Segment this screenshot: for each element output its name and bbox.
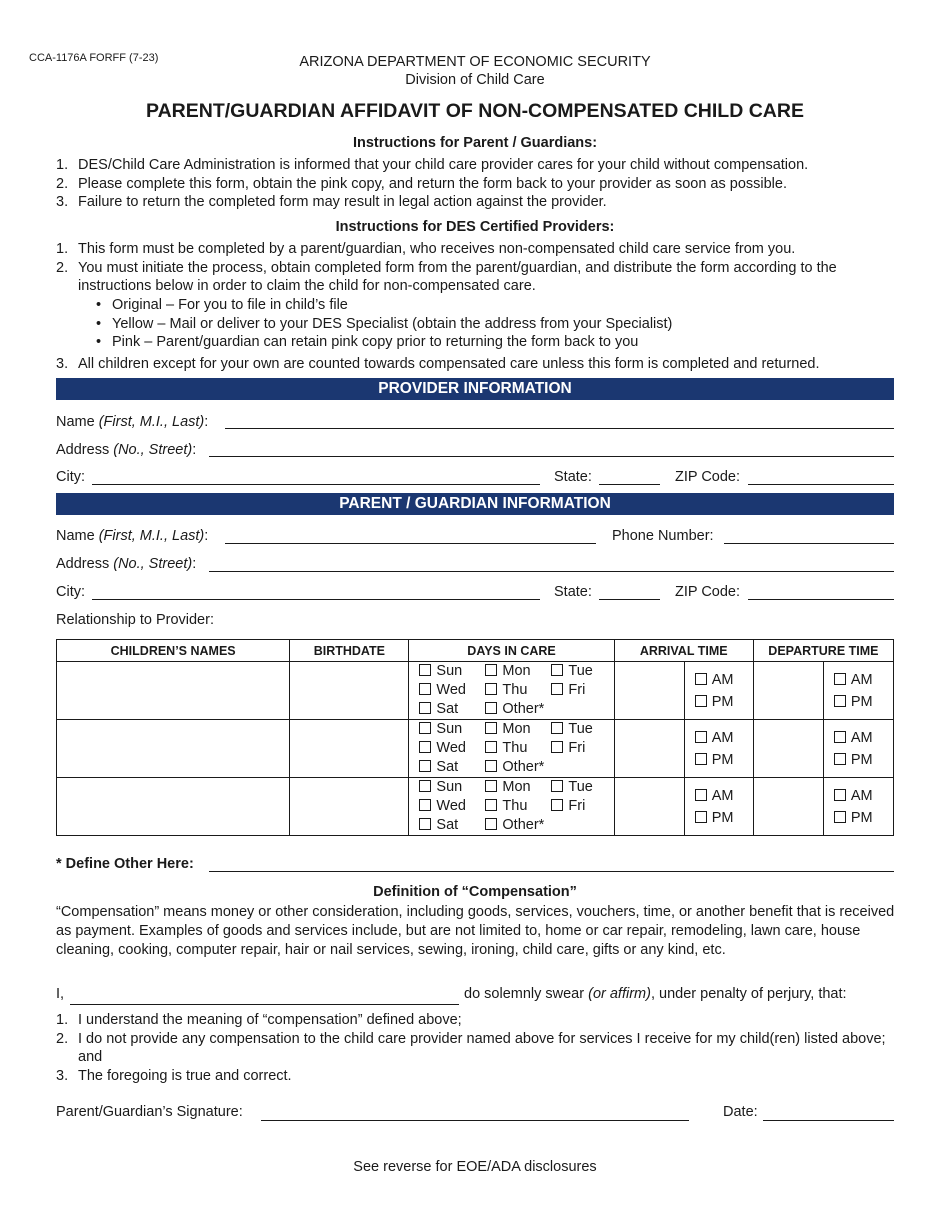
checkbox[interactable] <box>419 683 431 695</box>
checkbox[interactable] <box>551 741 563 753</box>
days-in-care-cell <box>409 662 614 720</box>
provider-city-label: City: <box>56 469 85 485</box>
checkbox[interactable] <box>551 722 563 734</box>
list-item: • Yellow – Mail or deliver to your DES Specialist (obtain the address from your Specialist) <box>96 315 672 334</box>
date-field[interactable] <box>763 1120 894 1121</box>
provider-address-field[interactable] <box>209 456 894 457</box>
agency-name: ARIZONA DEPARTMENT OF ECONOMIC SECURITY <box>299 54 651 70</box>
checkbox[interactable] <box>485 664 497 676</box>
form-number: CCA-1176A FORFF (7-23) <box>29 52 159 64</box>
checkbox[interactable] <box>485 683 497 695</box>
col-header-arrival-time: ARRIVAL TIME <box>614 640 753 662</box>
parent-information-band: PARENT / GUARDIAN INFORMATION <box>56 493 894 515</box>
day-option[interactable]: Wed <box>419 739 485 758</box>
day-option[interactable]: Other* <box>485 700 551 719</box>
checkbox[interactable] <box>419 664 431 676</box>
arrival-ampm-cell <box>684 720 753 778</box>
division-name: Division of Child Care <box>405 72 545 88</box>
list-item: 1. This form must be completed by a parent/guardian, who receives non-compensated child care service from you. <box>56 241 796 257</box>
birthdate-cell[interactable] <box>290 720 409 778</box>
list-item: 3. The foregoing is true and correct. <box>56 1067 292 1084</box>
day-option[interactable]: Thu <box>485 739 551 758</box>
checkbox[interactable] <box>695 753 707 765</box>
day-option[interactable]: Other* <box>485 816 551 835</box>
provider-zip-field[interactable] <box>748 484 894 485</box>
arrival-ampm-cell <box>684 778 753 836</box>
child-name-cell[interactable] <box>57 720 290 778</box>
provider-state-field[interactable] <box>599 484 660 485</box>
signature-label: Parent/Guardian’s Signature: <box>56 1104 243 1120</box>
checkbox[interactable] <box>485 799 497 811</box>
day-option[interactable]: Mon <box>485 778 551 797</box>
list-item: • Pink – Parent/guardian can retain pink copy prior to returning the form back to you <box>96 333 672 352</box>
agency-header <box>0 53 950 89</box>
departure-ampm-cell <box>823 720 893 778</box>
list-item: • Original – For you to file in child’s file <box>96 296 672 315</box>
checkbox[interactable] <box>485 780 497 792</box>
checkbox[interactable] <box>485 702 497 714</box>
departure-time-cell[interactable] <box>753 778 823 836</box>
checkbox[interactable] <box>485 741 497 753</box>
days-in-care-cell <box>409 778 614 836</box>
list-item: 1. DES/Child Care Administration is informed that your child care provider cares for your child without compensation. <box>56 157 809 173</box>
list-item: 3. Failure to return the completed form may result in legal action against the provider. <box>56 194 607 211</box>
parent-address-label: Address (No., Street): <box>56 556 197 572</box>
checkbox[interactable] <box>695 673 707 685</box>
provider-instructions-heading: Instructions for DES Certified Providers: <box>335 219 615 235</box>
departure-am-option[interactable]: AM <box>834 727 893 749</box>
footer-note: See reverse for EOE/ADA disclosures <box>353 1159 597 1175</box>
parent-city-label: City: <box>56 584 85 600</box>
provider-information-band: PROVIDER INFORMATION <box>56 378 894 400</box>
provider-name-label: Name (First, M.I., Last): <box>56 414 209 430</box>
provider-zip-label: ZIP Code: <box>675 469 741 485</box>
day-option[interactable]: Sun <box>419 662 485 681</box>
checkbox[interactable] <box>695 789 707 801</box>
children-care-table <box>56 639 894 836</box>
phone-number-label: Phone Number: <box>612 528 714 544</box>
arrival-ampm-cell <box>684 662 753 720</box>
checkbox[interactable] <box>695 731 707 743</box>
day-option[interactable]: Mon <box>485 662 551 681</box>
col-header-days-in-care: DAYS IN CARE <box>409 640 614 662</box>
day-option[interactable]: Sat <box>419 700 485 719</box>
list-item: 2. Please complete this form, obtain the pink copy, and return the form back to your provider as soon as possible. <box>56 175 787 192</box>
define-other-field[interactable] <box>209 871 894 872</box>
affiant-name-field[interactable] <box>70 1004 459 1005</box>
departure-ampm-cell <box>823 778 893 836</box>
checkbox[interactable] <box>419 818 431 830</box>
departure-pm-option[interactable]: PM <box>834 749 893 771</box>
list-item: 1. I understand the meaning of “compensation” defined above; <box>56 1012 462 1028</box>
arrival-pm-option[interactable]: PM <box>695 749 753 771</box>
table-row <box>57 662 894 720</box>
arrival-pm-option[interactable]: PM <box>695 691 753 713</box>
compensation-heading: Definition of “Compensation” <box>373 884 577 900</box>
checkbox[interactable] <box>834 695 846 707</box>
departure-time-cell[interactable] <box>753 720 823 778</box>
oath-list <box>56 1011 896 1085</box>
checkbox[interactable] <box>834 811 846 823</box>
day-option[interactable]: Tue <box>551 662 611 681</box>
day-option[interactable]: Tue <box>551 778 611 797</box>
days-in-care-cell <box>409 720 614 778</box>
departure-pm-option[interactable]: PM <box>834 691 893 713</box>
parent-state-label: State: <box>554 584 592 600</box>
child-name-cell[interactable] <box>57 778 290 836</box>
phone-number-field[interactable] <box>724 543 894 544</box>
parent-name-field[interactable] <box>225 543 596 544</box>
form-title: PARENT/GUARDIAN AFFIDAVIT OF NON-COMPENSATED CHILD CARE <box>146 100 804 122</box>
day-option[interactable]: Sun <box>419 720 485 739</box>
day-option[interactable]: Wed <box>419 681 485 700</box>
day-option[interactable]: Other* <box>485 758 551 777</box>
checkbox[interactable] <box>834 673 846 685</box>
copy-distribution-list <box>96 296 672 352</box>
checkbox[interactable] <box>695 811 707 823</box>
checkbox[interactable] <box>834 731 846 743</box>
compensation-definition: “Compensation” means money or other consideration, including goods, services, vouchers, time, or another benefit that is received as payment. Examples of goods and services include, but are not limited to, home or car repair, remodeling, lawn care, house cleaning, cooking, computer repair, hair or nail services, sewing, ironing, child care, gifts or any kind, etc. <box>56 904 895 958</box>
departure-time-cell[interactable] <box>753 662 823 720</box>
provider-name-field[interactable] <box>225 428 894 429</box>
table-row <box>57 778 894 836</box>
col-header-departure-time: DEPARTURE TIME <box>753 640 893 662</box>
day-option[interactable]: Thu <box>485 681 551 700</box>
date-label: Date: <box>723 1104 758 1120</box>
checkbox[interactable] <box>419 702 431 714</box>
parent-name-label: Name (First, M.I., Last): <box>56 528 209 544</box>
checkbox[interactable] <box>419 780 431 792</box>
child-name-cell[interactable] <box>57 662 290 720</box>
list-item: 2. You must initiate the process, obtain completed form from the parent/guardian, and distribute the form according to the instructions below in order to claim the child for non-compensated care. <box>56 259 837 295</box>
arrival-am-option[interactable]: AM <box>695 785 753 807</box>
oath-statement: do solemnly swear (or affirm), under penalty of perjury, that: <box>464 986 847 1002</box>
arrival-am-option[interactable]: AM <box>695 669 753 691</box>
checkbox[interactable] <box>551 683 563 695</box>
provider-instructions-list <box>56 240 896 296</box>
day-option[interactable]: Sat <box>419 816 485 835</box>
provider-address-label: Address (No., Street): <box>56 442 197 458</box>
checkbox[interactable] <box>419 799 431 811</box>
oath-i-label: I, <box>56 986 65 1002</box>
col-header-children-names: CHILDREN’S NAMES <box>57 640 290 662</box>
checkbox[interactable] <box>419 722 431 734</box>
day-option[interactable]: Fri <box>551 681 611 700</box>
day-option[interactable]: Thu <box>485 797 551 816</box>
provider-state-label: State: <box>554 469 592 485</box>
list-item: 2. I do not provide any compensation to the child care provider named above for services I receive for my child(ren) listed above; and <box>56 1030 886 1066</box>
departure-am-option[interactable]: AM <box>834 669 893 691</box>
checkbox[interactable] <box>551 799 563 811</box>
provider-instructions-list-cont <box>56 355 896 374</box>
day-option[interactable]: Tue <box>551 720 611 739</box>
relationship-label: Relationship to Provider: <box>56 612 214 628</box>
parent-instructions-heading: Instructions for Parent / Guardians: <box>352 135 598 151</box>
parent-city-field[interactable] <box>92 599 540 600</box>
col-header-birthdate: BIRTHDATE <box>290 640 409 662</box>
day-option[interactable]: Sun <box>419 778 485 797</box>
signature-field[interactable] <box>261 1120 689 1121</box>
checkbox[interactable] <box>485 722 497 734</box>
departure-pm-option[interactable]: PM <box>834 807 893 829</box>
parent-zip-field[interactable] <box>748 599 894 600</box>
parent-instructions-list <box>56 156 896 212</box>
day-option[interactable]: Mon <box>485 720 551 739</box>
checkbox[interactable] <box>485 818 497 830</box>
arrival-time-cell[interactable] <box>614 720 684 778</box>
checkbox[interactable] <box>551 664 563 676</box>
parent-address-field[interactable] <box>209 571 894 572</box>
table-row <box>57 720 894 778</box>
parent-state-field[interactable] <box>599 599 660 600</box>
day-option[interactable]: Fri <box>551 797 611 816</box>
checkbox[interactable] <box>834 753 846 765</box>
day-option[interactable]: Wed <box>419 797 485 816</box>
departure-am-option[interactable]: AM <box>834 785 893 807</box>
checkbox[interactable] <box>419 741 431 753</box>
define-other-label: * Define Other Here: <box>56 856 194 872</box>
checkbox[interactable] <box>695 695 707 707</box>
list-item: 3. All children except for your own are counted towards compensated care unless this form is completed and returned. <box>56 356 820 372</box>
parent-zip-label: ZIP Code: <box>675 584 741 600</box>
checkbox[interactable] <box>551 780 563 792</box>
departure-ampm-cell <box>823 662 893 720</box>
birthdate-cell[interactable] <box>290 778 409 836</box>
table-header-row <box>57 640 894 662</box>
checkbox[interactable] <box>419 760 431 772</box>
day-option[interactable]: Sat <box>419 758 485 777</box>
birthdate-cell[interactable] <box>290 662 409 720</box>
checkbox[interactable] <box>834 789 846 801</box>
arrival-time-cell[interactable] <box>614 778 684 836</box>
arrival-pm-option[interactable]: PM <box>695 807 753 829</box>
checkbox[interactable] <box>485 760 497 772</box>
arrival-am-option[interactable]: AM <box>695 727 753 749</box>
provider-city-field[interactable] <box>92 484 540 485</box>
arrival-time-cell[interactable] <box>614 662 684 720</box>
day-option[interactable]: Fri <box>551 739 611 758</box>
